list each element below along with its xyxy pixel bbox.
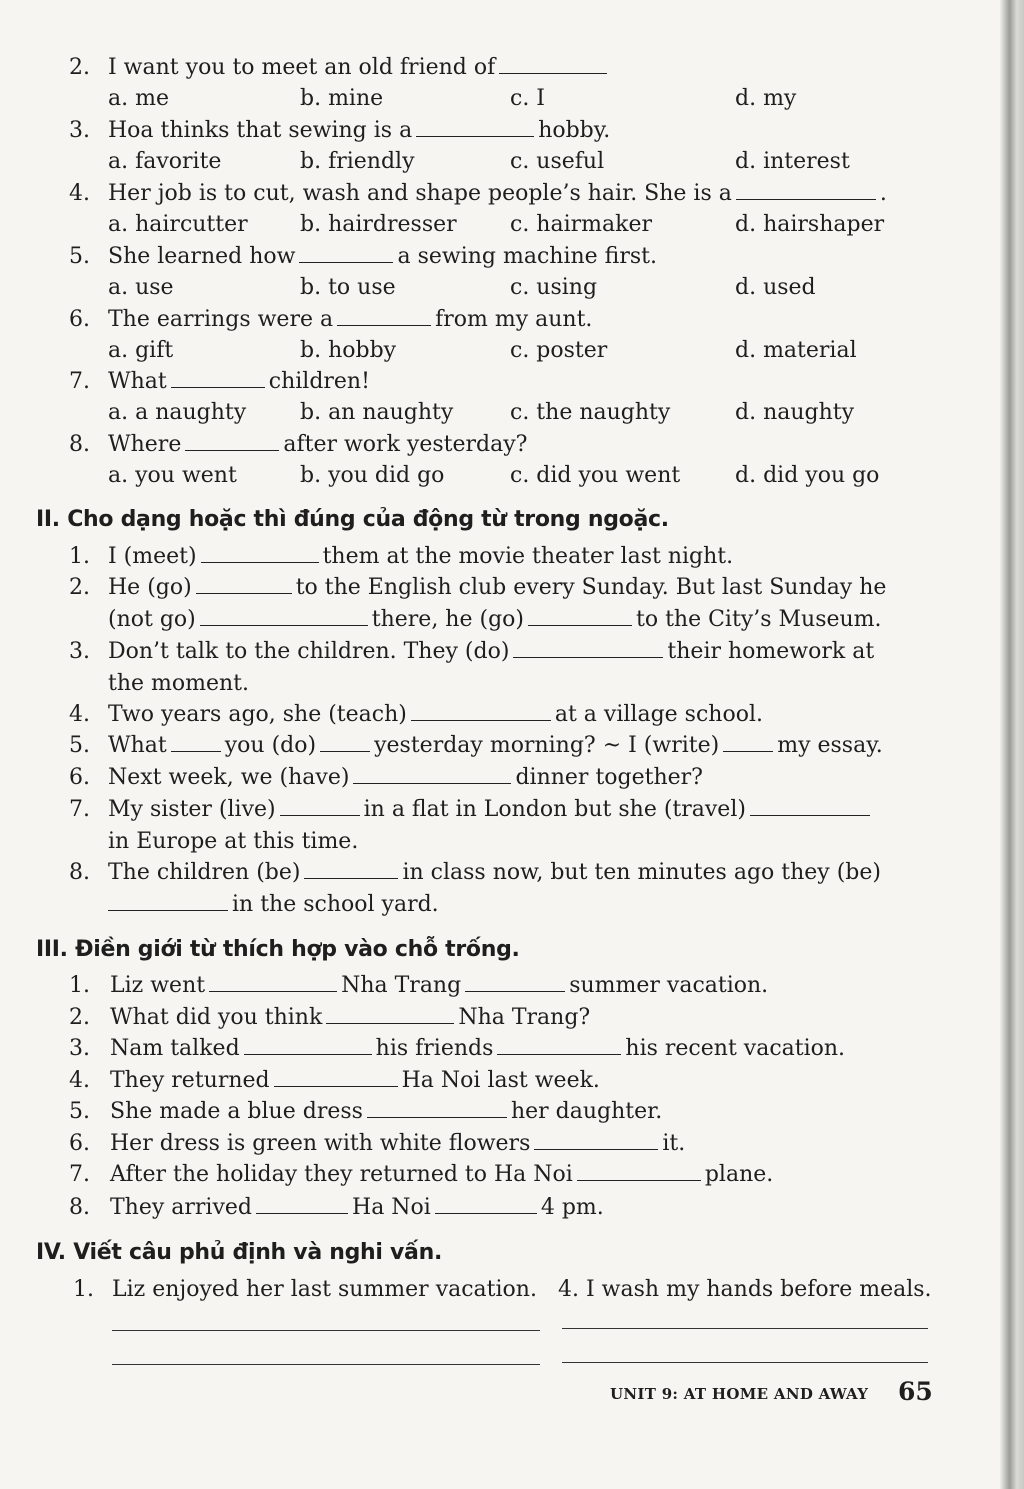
- question-number: 4.: [69, 181, 90, 206]
- item-text: After the holiday they returned to Ha Noi: [110, 1162, 573, 1187]
- option-b[interactable]: b. an naughty: [300, 400, 454, 425]
- item-text: My sister (live): [108, 797, 276, 822]
- option-b[interactable]: b. to use: [300, 275, 396, 300]
- item-number: 5.: [69, 733, 90, 758]
- option-d[interactable]: d. my: [735, 86, 797, 111]
- option-a[interactable]: a. haircutter: [108, 212, 248, 237]
- item-text: their homework at: [667, 639, 875, 664]
- item-text: Don’t talk to the children. They (do): [108, 639, 510, 664]
- question-stem-end: hobby.: [538, 118, 611, 143]
- item-text: What did you think: [110, 1005, 323, 1030]
- answer-blank[interactable]: [416, 118, 534, 137]
- item-text: I wash my hands before meals.: [586, 1277, 932, 1302]
- answer-blank[interactable]: [209, 973, 337, 992]
- option-a[interactable]: a. you went: [108, 463, 237, 488]
- answer-blank[interactable]: [411, 702, 551, 721]
- item-number: 6.: [69, 765, 90, 790]
- item-number: 7.: [69, 1162, 90, 1187]
- item-text: at a village school.: [554, 702, 763, 727]
- answer-blank[interactable]: [274, 1068, 398, 1087]
- option-a[interactable]: a. me: [108, 86, 169, 111]
- question-stem: The earrings were a: [108, 307, 334, 332]
- item-text: Her dress is green with white flowers: [110, 1131, 531, 1156]
- option-b[interactable]: b. mine: [300, 86, 384, 111]
- question-stem-end: a sewing machine first.: [397, 244, 657, 269]
- item-text: in the school yard.: [232, 892, 439, 917]
- item-text: Liz enjoyed her last summer vacation.: [112, 1277, 537, 1302]
- answer-blank[interactable]: [304, 860, 398, 879]
- item-text: them at the movie theater last night.: [322, 544, 734, 569]
- question-stem: Hoa thinks that sewing is a: [108, 118, 413, 143]
- item-text: Ha Noi last week.: [401, 1068, 600, 1093]
- item-number: 1.: [69, 973, 90, 998]
- item-text: Two years ago, she (teach): [108, 702, 407, 727]
- question-stem-end: from my aunt.: [435, 307, 593, 332]
- answer-blank[interactable]: [200, 607, 368, 626]
- item-number: 8.: [69, 1195, 90, 1220]
- question-stem: I want you to meet an old friend of: [108, 55, 496, 80]
- answer-blank[interactable]: [367, 1099, 507, 1118]
- answer-blank[interactable]: [534, 1131, 658, 1150]
- item-number: 7.: [69, 797, 90, 822]
- option-b[interactable]: b. friendly: [300, 149, 415, 174]
- answer-blank[interactable]: [497, 1036, 621, 1055]
- item-text: there, he (go): [371, 607, 524, 632]
- question-number: 5.: [69, 244, 90, 269]
- item-text: his recent vacation.: [625, 1036, 846, 1061]
- question-number: 6.: [69, 307, 90, 332]
- question-stem-end: children!: [268, 369, 370, 394]
- option-d[interactable]: d. hairshaper: [735, 212, 885, 237]
- answer-blank[interactable]: [499, 55, 607, 74]
- item-text: Nha Trang?: [458, 1005, 591, 1030]
- item-number: 4.: [558, 1277, 579, 1302]
- book-spine-shadow: [1000, 0, 1024, 1489]
- writing-line[interactable]: [112, 1364, 540, 1365]
- option-c[interactable]: c. poster: [510, 338, 608, 363]
- item-text: (not go): [108, 607, 196, 632]
- item-text: in a flat in London but she (travel): [363, 797, 746, 822]
- answer-blank[interactable]: [513, 639, 663, 658]
- item-number: 2.: [69, 1005, 90, 1030]
- answer-blank[interactable]: [196, 575, 292, 594]
- item-number: 2.: [69, 575, 90, 600]
- item-text: Nha Trang: [341, 973, 462, 998]
- item-number: 1.: [69, 544, 90, 569]
- answer-blank[interactable]: [171, 369, 265, 388]
- question-number: 8.: [69, 432, 90, 457]
- item-number: 8.: [69, 860, 90, 885]
- section-2-heading: II. Cho dạng hoặc thì đúng của động từ trong ngoặc.: [36, 507, 669, 532]
- item-text: plane.: [704, 1162, 774, 1187]
- option-b[interactable]: b. you did go: [300, 463, 445, 488]
- item-text: I (meet): [108, 544, 197, 569]
- answer-blank[interactable]: [736, 181, 876, 200]
- item-text: to the English club every Sunday. But last Sunday he: [295, 575, 887, 600]
- answer-blank[interactable]: [244, 1036, 372, 1055]
- item-text: Nam talked: [110, 1036, 240, 1061]
- item-text: They returned: [110, 1068, 270, 1093]
- item-number: 1.: [73, 1277, 94, 1302]
- answer-blank[interactable]: [750, 797, 870, 816]
- item-text: She made a blue dress: [110, 1099, 363, 1124]
- option-a[interactable]: a. use: [108, 275, 174, 300]
- answer-blank[interactable]: [201, 544, 319, 563]
- answer-blank[interactable]: [326, 1005, 454, 1024]
- item-text: to the City’s Museum.: [635, 607, 882, 632]
- writing-line[interactable]: [562, 1362, 928, 1363]
- answer-blank[interactable]: [465, 973, 565, 992]
- option-a[interactable]: a. gift: [108, 338, 174, 363]
- option-c[interactable]: c. using: [510, 275, 598, 300]
- item-text: He (go): [108, 575, 192, 600]
- item-text: They arrived: [110, 1195, 253, 1220]
- option-d[interactable]: d. interest: [735, 149, 850, 174]
- answer-blank[interactable]: [435, 1195, 537, 1214]
- item-text: his friends: [375, 1036, 494, 1061]
- item-text: dinner together?: [515, 765, 703, 790]
- item-text: my essay.: [777, 733, 883, 758]
- item-text: The children (be): [108, 860, 301, 885]
- answer-blank[interactable]: [299, 244, 393, 263]
- item-number: 4.: [69, 1068, 90, 1093]
- option-b[interactable]: b. hairdresser: [300, 212, 457, 237]
- item-text: Ha Noi: [352, 1195, 431, 1220]
- answer-blank[interactable]: [320, 733, 370, 752]
- answer-blank[interactable]: [171, 733, 221, 752]
- item-text: Liz went: [110, 973, 206, 998]
- option-d[interactable]: d. naughty: [735, 400, 855, 425]
- answer-blank[interactable]: [185, 432, 279, 451]
- option-c[interactable]: c. the naughty: [510, 400, 671, 425]
- question-number: 3.: [69, 118, 90, 143]
- option-a[interactable]: a. a naughty: [108, 400, 247, 425]
- answer-blank[interactable]: [577, 1162, 701, 1181]
- item-text: you (do): [224, 733, 317, 758]
- item-text: in class now, but ten minutes ago they (be): [402, 860, 881, 885]
- option-c[interactable]: c. useful: [510, 149, 605, 174]
- item-number: 5.: [69, 1099, 90, 1124]
- option-d[interactable]: d. used: [735, 275, 816, 300]
- answer-blank[interactable]: [528, 607, 632, 626]
- section-4-heading: IV. Viết câu phủ định và nghi vấn.: [36, 1240, 443, 1265]
- item-text: the moment.: [108, 671, 250, 696]
- option-d[interactable]: d. did you go: [735, 463, 880, 488]
- question-stem: Where: [108, 432, 182, 457]
- item-text: Next week, we (have): [108, 765, 350, 790]
- answer-blank[interactable]: [108, 892, 228, 911]
- option-c[interactable]: c. did you went: [510, 463, 681, 488]
- item-number: 6.: [69, 1131, 90, 1156]
- item-number: 4.: [69, 702, 90, 727]
- item-text: her daughter.: [510, 1099, 663, 1124]
- option-b[interactable]: b. hobby: [300, 338, 397, 363]
- question-stem-end: .: [879, 181, 887, 206]
- unit-title: UNIT 9: AT HOME AND AWAY: [610, 1385, 869, 1403]
- writing-line[interactable]: [562, 1328, 928, 1329]
- question-number: 7.: [69, 369, 90, 394]
- item-text: summer vacation.: [569, 973, 769, 998]
- item-text: in Europe at this time.: [108, 829, 359, 854]
- question-stem-end: after work yesterday?: [283, 432, 528, 457]
- answer-blank[interactable]: [723, 733, 773, 752]
- item-text: 4 pm.: [540, 1195, 604, 1220]
- answer-blank[interactable]: [353, 765, 511, 784]
- item-text: yesterday morning? ~ I (write): [374, 733, 720, 758]
- answer-blank[interactable]: [256, 1195, 348, 1214]
- answer-blank[interactable]: [337, 307, 431, 326]
- option-c[interactable]: c. I: [510, 86, 545, 111]
- question-number: 2.: [69, 55, 90, 80]
- item-number: 3.: [69, 1036, 90, 1061]
- writing-line[interactable]: [112, 1330, 540, 1331]
- section-3-heading: III. Điền giới từ thích hợp vào chỗ trống.: [36, 937, 520, 962]
- question-stem: She learned how: [108, 244, 296, 269]
- page-number: 65: [898, 1377, 933, 1406]
- question-stem: What: [108, 369, 167, 394]
- question-stem: Her job is to cut, wash and shape people’s hair. She is a: [108, 181, 732, 206]
- option-a[interactable]: a. favorite: [108, 149, 222, 174]
- item-number: 3.: [69, 639, 90, 664]
- item-text: it.: [662, 1131, 686, 1156]
- option-c[interactable]: c. hairmaker: [510, 212, 652, 237]
- answer-blank[interactable]: [280, 797, 360, 816]
- option-d[interactable]: d. material: [735, 338, 857, 363]
- item-text: What: [108, 733, 167, 758]
